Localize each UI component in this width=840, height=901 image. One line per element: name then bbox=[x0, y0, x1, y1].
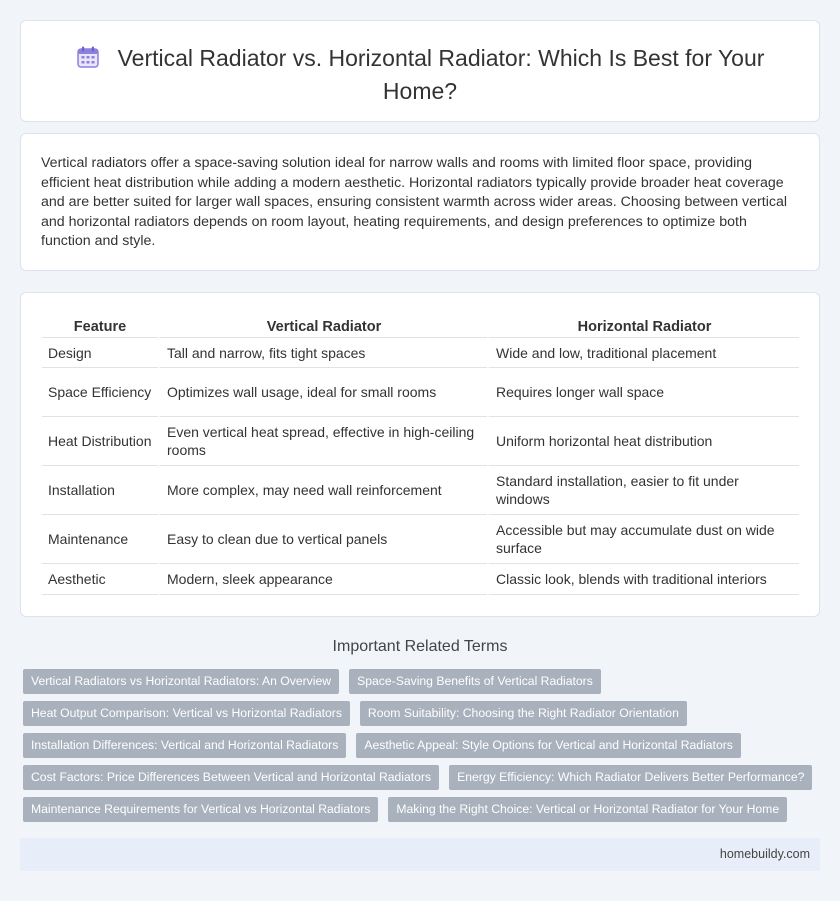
intro-paragraph: Vertical radiators offer a space-saving solution ideal for narrow walls and rooms with limited floor space, providing efficient heat distribution while adding a modern aesthetic. Horizontal radiators typically provide broader heat coverage and are better suited for larger wall spaces, ensuring consistent warmth across wider areas. Choosing between vertical and horizontal radiators depends on room layout, heating requirements, and design preferences to optimize both function and style. bbox=[41, 155, 788, 249]
comparison-card bbox=[20, 292, 820, 617]
page-title: Vertical Radiator vs. Horizontal Radiator: Which Is Best for Your Home? bbox=[117, 45, 765, 104]
related-term-tag[interactable]: Aesthetic Appeal: Style Options for Vertical and Horizontal Radiators bbox=[356, 733, 741, 758]
related-terms-heading: Important Related Terms bbox=[332, 638, 508, 655]
related-term-tag[interactable]: Vertical Radiators vs Horizontal Radiators: An Overview bbox=[23, 669, 339, 694]
row-feature: Space Efficiency bbox=[42, 368, 158, 417]
row-vertical: Modern, sleek appearance bbox=[158, 564, 487, 595]
table-header-row bbox=[42, 314, 799, 338]
column-header-horizontal: Horizontal Radiator bbox=[487, 314, 799, 338]
related-terms-list bbox=[23, 669, 803, 829]
row-feature: Heat Distribution bbox=[42, 417, 158, 466]
row-horizontal: Uniform horizontal heat distribution bbox=[487, 417, 799, 466]
row-feature: Maintenance bbox=[42, 515, 158, 564]
row-vertical: Easy to clean due to vertical panels bbox=[158, 515, 487, 564]
intro-card bbox=[20, 133, 820, 271]
row-horizontal: Classic look, blends with traditional interiors bbox=[487, 564, 799, 595]
related-term-tag[interactable]: Space-Saving Benefits of Vertical Radiators bbox=[349, 669, 601, 694]
row-vertical: More complex, may need wall reinforcement bbox=[158, 466, 487, 515]
row-vertical: Optimizes wall usage, ideal for small rooms bbox=[158, 368, 487, 417]
table-row bbox=[42, 564, 799, 595]
footer bbox=[20, 838, 820, 871]
table-row bbox=[42, 515, 799, 564]
related-term-tag[interactable]: Maintenance Requirements for Vertical vs Horizontal Radiators bbox=[23, 797, 378, 822]
column-header-feature: Feature bbox=[42, 314, 158, 338]
table-row bbox=[42, 466, 799, 515]
table-row bbox=[42, 368, 799, 417]
related-term-tag[interactable]: Cost Factors: Price Differences Between Vertical and Horizontal Radiators bbox=[23, 765, 439, 790]
row-feature: Design bbox=[42, 338, 158, 368]
related-term-tag[interactable]: Energy Efficiency: Which Radiator Delivers Better Performance? bbox=[449, 765, 812, 790]
related-term-tag[interactable]: Heat Output Comparison: Vertical vs Horizontal Radiators bbox=[23, 701, 350, 726]
footer-site-link[interactable]: homebuildy.com bbox=[719, 847, 810, 861]
table-row bbox=[42, 417, 799, 466]
header-card bbox=[20, 20, 820, 122]
comparison-table bbox=[42, 314, 799, 595]
row-feature: Installation bbox=[42, 466, 158, 515]
related-term-tag[interactable]: Installation Differences: Vertical and Horizontal Radiators bbox=[23, 733, 346, 758]
page-title-wrap bbox=[61, 43, 779, 106]
related-term-tag[interactable]: Room Suitability: Choosing the Right Radiator Orientation bbox=[360, 701, 687, 726]
row-vertical: Even vertical heat spread, effective in high-ceiling rooms bbox=[158, 417, 487, 466]
row-vertical: Tall and narrow, fits tight spaces bbox=[158, 338, 487, 368]
row-horizontal: Requires longer wall space bbox=[487, 368, 799, 417]
row-horizontal: Wide and low, traditional placement bbox=[487, 338, 799, 368]
related-term-tag[interactable]: Making the Right Choice: Vertical or Horizontal Radiator for Your Home bbox=[388, 797, 787, 822]
row-horizontal: Standard installation, easier to fit under windows bbox=[487, 466, 799, 515]
row-feature: Aesthetic bbox=[42, 564, 158, 595]
column-header-vertical: Vertical Radiator bbox=[158, 314, 487, 338]
calendar-icon bbox=[76, 45, 100, 76]
row-horizontal: Accessible but may accumulate dust on wide surface bbox=[487, 515, 799, 564]
table-row bbox=[42, 338, 799, 368]
